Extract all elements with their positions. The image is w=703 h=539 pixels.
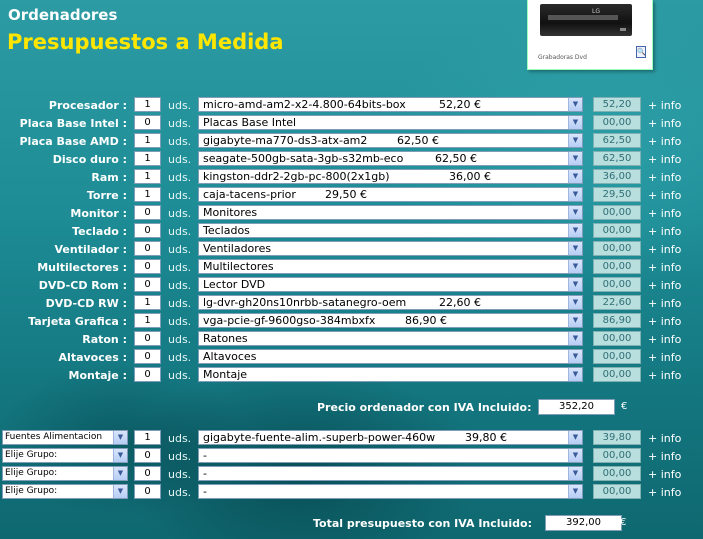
- component-row: [0, 115, 703, 133]
- price-field: 00,00: [593, 349, 641, 364]
- quantity-input[interactable]: 0: [134, 484, 161, 499]
- units-label: uds.: [168, 243, 192, 256]
- chevron-down-icon: ▼: [568, 98, 582, 111]
- units-label: uds.: [168, 135, 192, 148]
- chevron-down-icon: ▼: [568, 206, 582, 219]
- units-label: uds.: [168, 261, 192, 274]
- option-price: 36,00 €: [449, 170, 491, 183]
- subtotal-label: Precio ordenador con IVA Incluido:: [317, 401, 532, 414]
- extra-row: [0, 484, 703, 502]
- extra-row: [0, 466, 703, 484]
- component-select[interactable]: [198, 466, 583, 481]
- selected-option: -: [203, 485, 207, 498]
- units-label: uds.: [168, 153, 192, 166]
- units-label: uds.: [168, 315, 192, 328]
- component-row: [0, 241, 703, 259]
- component-label: Torre :: [86, 189, 127, 202]
- more-info-link[interactable]: + info: [648, 351, 682, 364]
- quantity-input[interactable]: 1: [134, 430, 161, 445]
- units-label: uds.: [168, 450, 192, 463]
- chevron-down-icon: ▼: [568, 152, 582, 165]
- component-row: [0, 187, 703, 205]
- price-field: 36,00: [593, 169, 641, 184]
- option-price: 39,80 €: [465, 431, 507, 444]
- component-select[interactable]: [198, 241, 583, 256]
- subtotal-field: 352,20: [538, 399, 615, 415]
- component-label: Procesador :: [48, 99, 127, 112]
- chevron-down-icon: ▼: [568, 431, 582, 444]
- total-field: 392,00: [545, 515, 622, 531]
- component-row: [0, 331, 703, 349]
- option-price: 52,20 €: [439, 98, 481, 111]
- currency-symbol: €: [620, 517, 627, 528]
- component-row: [0, 277, 703, 295]
- component-row: [0, 259, 703, 277]
- units-label: uds.: [168, 171, 192, 184]
- option-price: 22,60 €: [439, 296, 481, 309]
- more-info-link[interactable]: + info: [648, 207, 682, 220]
- component-row: [0, 133, 703, 151]
- group-select[interactable]: [2, 466, 128, 481]
- component-select[interactable]: [198, 133, 583, 148]
- quantity-input[interactable]: 0: [134, 277, 161, 292]
- chevron-down-icon: ▼: [568, 314, 582, 327]
- price-field: 00,00: [593, 331, 641, 346]
- quantity-input[interactable]: 0: [134, 466, 161, 481]
- chevron-down-icon: ▼: [568, 296, 582, 309]
- units-label: uds.: [168, 468, 192, 481]
- chevron-down-icon: ▼: [113, 449, 127, 462]
- price-field: 00,00: [593, 223, 641, 238]
- product-thumbnail-card[interactable]: [527, 0, 653, 70]
- total-label: Total presupuesto con IVA Incluido:: [313, 517, 532, 530]
- more-info-link[interactable]: + info: [648, 243, 682, 256]
- selected-option: gigabyte-fuente-alim.-superb-power-460w: [203, 431, 436, 444]
- units-label: uds.: [168, 486, 192, 499]
- component-select[interactable]: [198, 169, 583, 184]
- zoom-icon[interactable]: 🔍: [637, 48, 646, 56]
- selected-group: Elije Grupo:: [5, 468, 58, 478]
- more-info-link[interactable]: + info: [648, 450, 682, 463]
- price-field: 00,00: [593, 277, 641, 292]
- units-label: uds.: [168, 333, 192, 346]
- option-price: 29,50 €: [325, 188, 367, 201]
- price-field: 00,00: [593, 115, 641, 130]
- component-select[interactable]: [198, 259, 583, 274]
- quantity-input[interactable]: 1: [134, 151, 161, 166]
- quantity-input[interactable]: 1: [134, 133, 161, 148]
- component-row: [0, 151, 703, 169]
- units-label: uds.: [168, 432, 192, 445]
- units-label: uds.: [168, 225, 192, 238]
- price-field: 86,90: [593, 313, 641, 328]
- more-info-link[interactable]: + info: [648, 189, 682, 202]
- component-row: [0, 97, 703, 115]
- component-row: [0, 295, 703, 313]
- units-label: uds.: [168, 99, 192, 112]
- price-field: 00,00: [593, 367, 641, 382]
- chevron-down-icon: ▼: [568, 116, 582, 129]
- component-label: DVD-CD RW :: [45, 297, 127, 310]
- page-title: Presupuestos a Medida: [7, 30, 284, 54]
- component-label: Monitor :: [70, 207, 127, 220]
- chevron-down-icon: ▼: [568, 260, 582, 273]
- component-label: Montaje :: [68, 369, 127, 382]
- units-label: uds.: [168, 207, 192, 220]
- price-field: 29,50: [593, 187, 641, 202]
- quantity-input[interactable]: 0: [134, 223, 161, 238]
- selected-option: Monitores: [203, 206, 258, 219]
- selected-option: -: [203, 449, 207, 462]
- quantity-input[interactable]: 1: [134, 97, 161, 112]
- price-field: 39,80: [593, 430, 641, 445]
- component-select[interactable]: [198, 151, 583, 166]
- selected-option: gigabyte-ma770-ds3-atx-am2: [203, 134, 368, 147]
- dvd-drive-image: [540, 4, 632, 36]
- more-info-link[interactable]: + info: [648, 432, 682, 445]
- component-select[interactable]: [198, 349, 583, 364]
- component-select[interactable]: [198, 295, 583, 310]
- category-title: Ordenadores: [8, 6, 118, 24]
- component-label: Ram :: [91, 171, 127, 184]
- quantity-input[interactable]: 1: [134, 295, 161, 310]
- price-field: 00,00: [593, 466, 641, 481]
- more-info-link[interactable]: + info: [648, 135, 682, 148]
- more-info-link[interactable]: + info: [648, 225, 682, 238]
- selected-option: Ratones: [203, 332, 248, 345]
- more-info-link[interactable]: + info: [648, 153, 682, 166]
- option-price: 62,50 €: [435, 152, 477, 165]
- chevron-down-icon: ▼: [568, 485, 582, 498]
- quantity-input[interactable]: 0: [134, 259, 161, 274]
- more-info-link[interactable]: + info: [648, 279, 682, 292]
- selected-option: caja-tacens-prior: [203, 188, 296, 201]
- component-select[interactable]: [198, 484, 583, 499]
- units-label: uds.: [168, 279, 192, 292]
- quantity-input[interactable]: 0: [134, 241, 161, 256]
- selected-option: Placas Base Intel: [203, 116, 297, 129]
- quantity-input[interactable]: 0: [134, 205, 161, 220]
- component-row: [0, 367, 703, 385]
- component-row: [0, 313, 703, 331]
- chevron-down-icon: ▼: [568, 368, 582, 381]
- selected-option: lg-dvr-gh20ns10nrbb-satanegro-oem: [203, 296, 407, 309]
- component-select[interactable]: [198, 187, 583, 202]
- component-row: [0, 169, 703, 187]
- selected-option: Ventiladores: [203, 242, 272, 255]
- component-select[interactable]: [198, 448, 583, 463]
- price-field: 52,20: [593, 97, 641, 112]
- component-select[interactable]: [198, 115, 583, 130]
- component-label: Multilectores :: [37, 261, 127, 274]
- brand-logo: LG: [592, 8, 600, 15]
- selected-option: seagate-500gb-sata-3gb-s32mb-eco: [203, 152, 404, 165]
- option-price: 62,50 €: [397, 134, 439, 147]
- quantity-input[interactable]: 0: [134, 115, 161, 130]
- quantity-input[interactable]: 1: [134, 169, 161, 184]
- chevron-down-icon: ▼: [568, 224, 582, 237]
- quantity-input[interactable]: 0: [134, 448, 161, 463]
- more-info-link[interactable]: + info: [648, 261, 682, 274]
- units-label: uds.: [168, 351, 192, 364]
- price-field: 00,00: [593, 448, 641, 463]
- more-info-link[interactable]: + info: [648, 171, 682, 184]
- price-field: 00,00: [593, 241, 641, 256]
- component-row: [0, 223, 703, 241]
- selected-group: Elije Grupo:: [5, 486, 58, 496]
- more-info-link[interactable]: + info: [648, 333, 682, 346]
- group-select[interactable]: [2, 484, 128, 499]
- chevron-down-icon: ▼: [568, 188, 582, 201]
- more-info-link[interactable]: + info: [648, 117, 682, 130]
- component-select[interactable]: [198, 97, 583, 112]
- component-label: Ventilador :: [54, 243, 127, 256]
- selected-option: -: [203, 467, 207, 480]
- component-label: Tarjeta Grafica :: [28, 315, 127, 328]
- selected-option: Montaje: [203, 368, 248, 381]
- price-field: 62,50: [593, 133, 641, 148]
- component-select[interactable]: [198, 313, 583, 328]
- component-row: [0, 205, 703, 223]
- price-field: 00,00: [593, 205, 641, 220]
- component-select[interactable]: [198, 205, 583, 220]
- chevron-down-icon: ▼: [568, 332, 582, 345]
- component-label: Teclado :: [72, 225, 127, 238]
- selected-group: Fuentes Alimentacion: [5, 432, 103, 442]
- chevron-down-icon: ▼: [568, 449, 582, 462]
- price-field: 22,60: [593, 295, 641, 310]
- extra-row: [0, 430, 703, 448]
- group-select[interactable]: [2, 448, 128, 463]
- component-label: Placa Base AMD :: [19, 135, 127, 148]
- selected-option: Altavoces: [203, 350, 257, 363]
- chevron-down-icon: ▼: [113, 431, 127, 444]
- quantity-input[interactable]: 0: [134, 367, 161, 382]
- component-label: DVD-CD Rom :: [38, 279, 127, 292]
- selected-group: Elije Grupo:: [5, 450, 58, 460]
- chevron-down-icon: ▼: [568, 242, 582, 255]
- selected-option: Teclados: [203, 224, 250, 237]
- component-select[interactable]: [198, 277, 583, 292]
- more-info-link[interactable]: + info: [648, 468, 682, 481]
- selected-option: vga-pcie-gf-9600gso-384mbxfx: [203, 314, 376, 327]
- component-select[interactable]: [198, 223, 583, 238]
- option-price: 86,90 €: [405, 314, 447, 327]
- chevron-down-icon: ▼: [568, 278, 582, 291]
- more-info-link[interactable]: + info: [648, 297, 682, 310]
- chevron-down-icon: ▼: [568, 170, 582, 183]
- component-label: Placa Base Intel :: [19, 117, 127, 130]
- units-label: uds.: [168, 369, 192, 382]
- chevron-down-icon: ▼: [568, 350, 582, 363]
- chevron-down-icon: ▼: [113, 467, 127, 480]
- more-info-link[interactable]: + info: [648, 315, 682, 328]
- quantity-input[interactable]: 1: [134, 313, 161, 328]
- selected-option: Multilectores: [203, 260, 274, 273]
- units-label: uds.: [168, 297, 192, 310]
- extra-row: [0, 448, 703, 466]
- units-label: uds.: [168, 117, 192, 130]
- product-caption: Grabadoras Dvd: [538, 54, 587, 61]
- more-info-link[interactable]: + info: [648, 369, 682, 382]
- selected-option: kingston-ddr2-2gb-pc-800(2x1gb): [203, 170, 390, 183]
- component-select[interactable]: [198, 430, 583, 445]
- units-label: uds.: [168, 189, 192, 202]
- more-info-link[interactable]: + info: [648, 486, 682, 499]
- quantity-input[interactable]: 1: [134, 187, 161, 202]
- chevron-down-icon: ▼: [568, 134, 582, 147]
- component-label: Raton :: [82, 333, 127, 346]
- component-label: Disco duro :: [52, 153, 127, 166]
- component-select[interactable]: [198, 367, 583, 382]
- more-info-link[interactable]: + info: [648, 99, 682, 112]
- chevron-down-icon: ▼: [113, 485, 127, 498]
- selected-option: micro-amd-am2-x2-4.800-64bits-box: [203, 98, 406, 111]
- component-label: Altavoces :: [58, 351, 127, 364]
- currency-symbol: €: [621, 401, 628, 412]
- price-field: 00,00: [593, 259, 641, 274]
- chevron-down-icon: ▼: [568, 467, 582, 480]
- quantity-input[interactable]: 0: [134, 331, 161, 346]
- price-field: 62,50: [593, 151, 641, 166]
- component-select[interactable]: [198, 331, 583, 346]
- component-row: [0, 349, 703, 367]
- selected-option: Lector DVD: [203, 278, 266, 291]
- group-select[interactable]: [2, 430, 128, 445]
- price-field: 00,00: [593, 484, 641, 499]
- quantity-input[interactable]: 0: [134, 349, 161, 364]
